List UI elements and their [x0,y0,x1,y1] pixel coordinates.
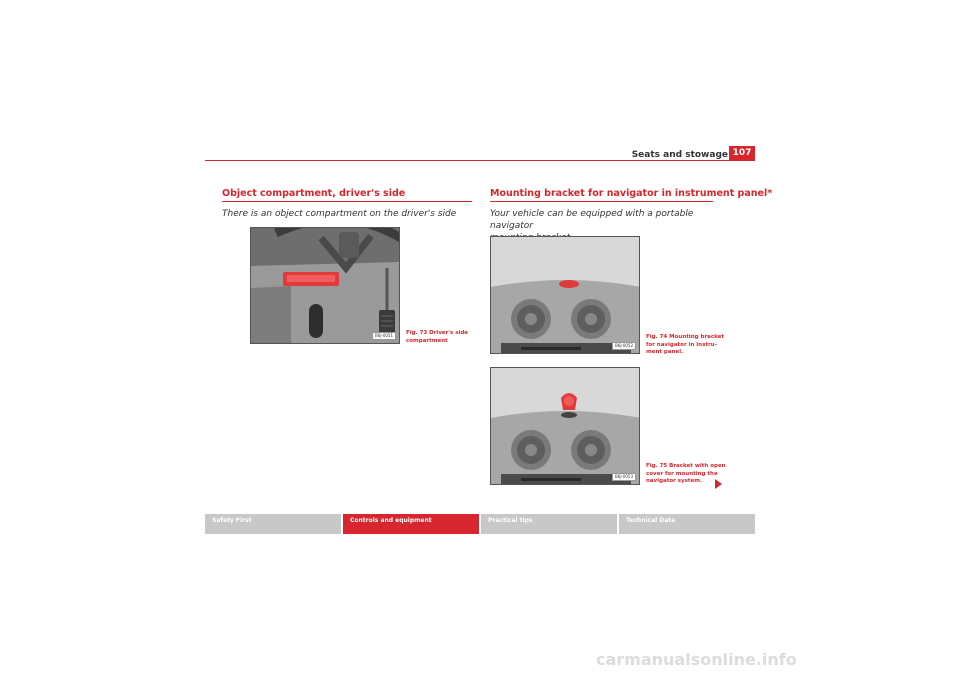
figure-code: B6J-0051 [372,332,396,340]
figure-caption-73 [406,330,468,345]
running-header-title: Seats and stowage [631,150,728,160]
figure-code: B6J-0053 [612,473,636,481]
continue-arrow-icon [715,479,722,489]
figure-drivers-side-compartment [250,227,400,344]
figure-caption-75 [646,463,726,486]
caption-line: ment panel. [646,349,684,355]
footer-tab-bar [205,514,755,534]
header-rule [205,160,755,161]
footer-tab-technical-data[interactable]: Technical Data [619,514,755,534]
watermark: carmanualsonline.info [596,650,797,669]
figure-code: B6J-0052 [612,342,636,350]
section-rule [490,201,713,202]
caption-line: cover for mounting the [646,470,718,477]
section-title-object-compartment: Object compartment, driver's side [222,188,406,199]
page-number-badge: 107 [729,146,755,160]
caption-line: compartment [406,337,448,344]
caption-line: Fig. 73 Driver's side [406,330,469,336]
footer-tab-controls-and-equipment[interactable]: Controls and equipment [343,514,479,534]
figure-caption-74 [646,334,724,357]
caption-line: Fig. 74 Mounting bracket [646,334,725,340]
instrument-panel-illustration [491,237,640,354]
footer-tab-practical-tips[interactable]: Practical tips [481,514,617,534]
caption-line: Fig. 75 Bracket with open [646,463,726,469]
intro-line: Your vehicle can be equipped with a portable navigator [490,209,694,231]
open-bracket-illustration [491,368,640,485]
caption-line: navigator system. [646,478,703,484]
section-intro: There is an object compartment on the driver's side [222,209,457,219]
caption-line: for navigator in instru- [646,341,717,348]
figure-mounting-bracket [490,236,640,354]
driver-footwell-illustration [251,228,400,344]
section-rule [222,201,472,202]
figure-bracket-open-cover [490,367,640,485]
section-title-mounting-bracket: Mounting bracket for navigator in instrument panel* [490,188,773,199]
footer-tab-safety-first[interactable]: Safety First [205,514,341,534]
